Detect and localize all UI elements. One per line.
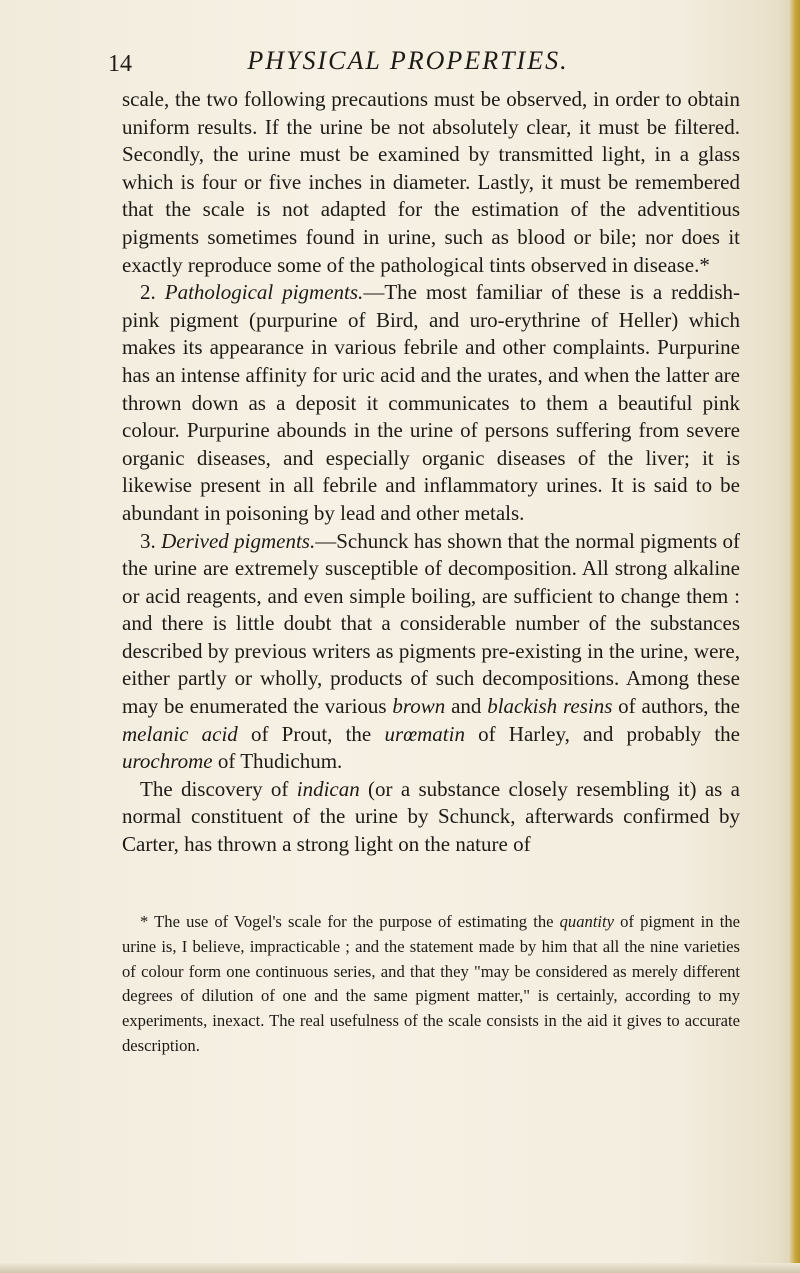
section-number: 2.	[140, 280, 156, 305]
paragraph-text: and	[445, 694, 488, 719]
footnote-part: of pigment in the urine is, I believe, impracticable ; and the statement made by him that all the nine varieties of colour form one continuous series, and that they "may be considered as merely different degrees of dilution of one and the same pigment matter," is certainly, according to my experiments, inexact. The real usefulness of the scale consists in the aid it gives to accurate description.	[122, 912, 740, 1055]
footnote-part: * The use of Vogel's scale for the purpose of estimating the	[140, 912, 560, 931]
emphasis-term: urœmatin	[384, 721, 465, 746]
page-edge-bottom	[0, 1263, 800, 1273]
paragraph-derived-pigments	[122, 528, 740, 776]
section-heading: Pathological pigments.	[164, 280, 364, 305]
paragraph-text: of authors, the	[612, 694, 740, 719]
emphasis-term: indican	[296, 776, 360, 801]
body-text	[122, 86, 740, 859]
paragraph-pathological-pigments	[122, 279, 740, 527]
paragraph-indican	[122, 776, 740, 859]
emphasis-term: urochrome	[122, 749, 213, 774]
paragraph-text: scale, the two following precautions must be observed, in order to obtain uniform results. If the urine be not absolutely clear, it must be filtered. Secondly, the urine must be examined by transmitted light, in a glass which is four or five inches in diameter. Lastly, it must be remembered that the scale is not adapted for the estimation of the adventitious pigments sometimes found in urine, such as blood or bile; nor does it exactly reproduce some of the pathological tints observed in disease.*	[122, 87, 740, 277]
page-number: 14	[108, 51, 132, 77]
paragraph-text: of Prout, the	[237, 721, 385, 746]
emphasis-term: blackish resins	[487, 694, 613, 719]
section-number: 3.	[140, 528, 156, 553]
paragraph-text: of Harley, and probably the	[464, 721, 740, 746]
emphasis-term: melanic acid	[122, 721, 238, 746]
paragraph-scale-precautions	[122, 86, 740, 279]
running-title: PHYSICAL PROPERTIES.	[247, 46, 569, 75]
paragraph-text: —The most familiar of these is a reddish-pink pigment (purpurine of Bird, and uro-erythrine of Heller) which makes its appearance in various febrile and other complaints. Purpurine has an intense affinity for uric acid and the urates, and when the latter are thrown down as a deposit it communicates to them a beautiful pink colour. Purpurine abounds in the urine of persons suffering from severe organic diseases, and especially organic diseases of the liver; it is likewise present in all febrile and inflammatory urines. It is said to be abundant in poisoning by lead and other metals.	[122, 280, 740, 525]
paragraph-text: of Thudichum.	[212, 749, 343, 774]
emphasis-term: quantity	[559, 912, 615, 931]
paragraph-text: (or a substance closely resembling it) as a normal constituent of the urine by Schunck, afterwards confirmed by Carter, has thrown a strong light on the nature of	[122, 776, 740, 857]
page-edge-right	[788, 0, 800, 1273]
page-header	[108, 46, 708, 80]
emphasis-term: brown	[392, 694, 446, 719]
footnote-text	[122, 910, 740, 1059]
section-heading: Derived pigments.	[161, 528, 316, 553]
paragraph-text: The discovery of	[140, 776, 297, 801]
paragraph-text: —Schunck has shown that the normal pigments of the urine are extremely susceptible of decomposition. All strong alkaline or acid reagents, and even simple boiling, are sufficient to change them : and there is little doubt that a considerable number of the substances described by previous writers as pigments pre-existing in the urine, were, either partly or wholly, products of such decompositions. Among these may be enumerated the various	[122, 528, 741, 719]
footnote	[122, 910, 740, 1059]
